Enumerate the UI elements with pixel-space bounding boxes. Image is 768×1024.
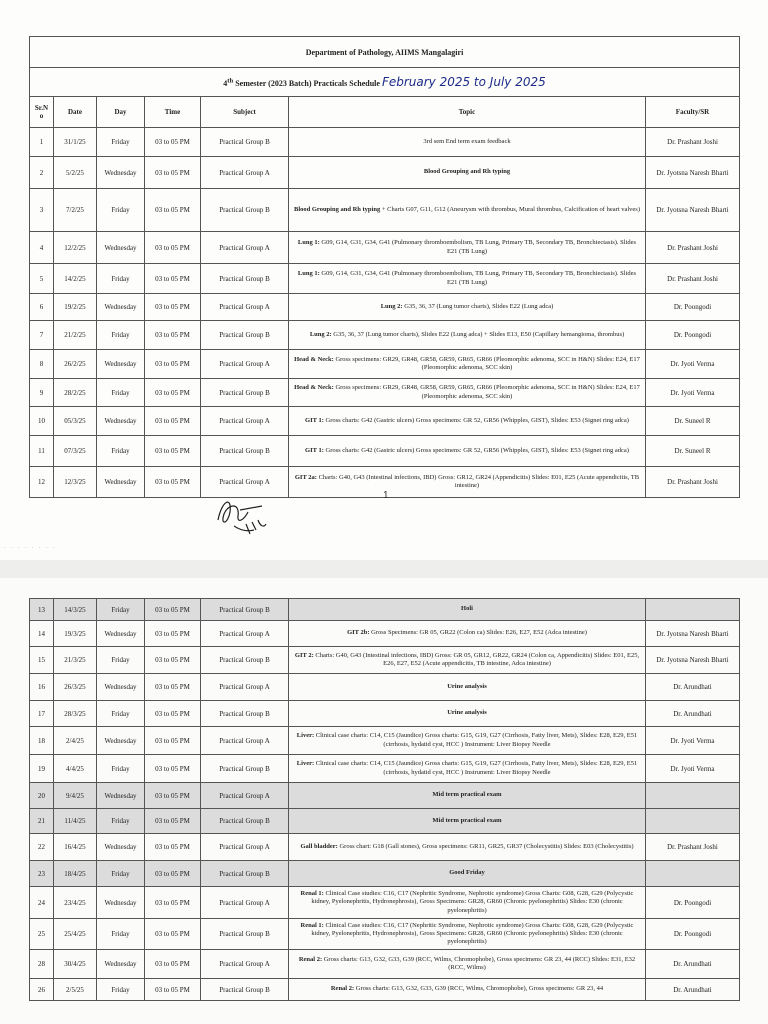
cell-time: 03 to 05 PM xyxy=(145,232,201,264)
cell-time: 03 to 05 PM xyxy=(145,701,201,727)
cell-faculty: Dr. Jyotsna Naresh Bharti xyxy=(646,157,740,189)
schedule-body-page-2 xyxy=(30,599,740,1001)
cell-date: 2/4/25 xyxy=(54,727,97,755)
cell-date: 21/3/25 xyxy=(54,647,97,674)
schedule-row xyxy=(30,674,740,701)
cell-time: 03 to 05 PM xyxy=(145,809,201,834)
cell-date: 2/5/25 xyxy=(54,979,97,1001)
cell-time: 03 to 05 PM xyxy=(145,264,201,294)
schedule-row xyxy=(30,809,740,834)
cell-day: Wednesday xyxy=(97,834,145,861)
topic-text: 3rd sem End term exam feedback xyxy=(423,137,511,145)
cell-time: 03 to 05 PM xyxy=(145,834,201,861)
topic-heading: Renal 1: xyxy=(300,921,324,929)
schedule-row xyxy=(30,647,740,674)
cell-faculty: Dr. Jyoti Verma xyxy=(646,755,740,783)
schedule-row xyxy=(30,861,740,887)
cell-date: 19/2/25 xyxy=(54,294,97,321)
cell-subject: Practical Group A xyxy=(201,783,289,809)
cell-faculty: Dr. Jyoti Verma xyxy=(646,350,740,379)
schedule-row xyxy=(30,264,740,294)
topic-heading: Holi xyxy=(461,605,473,613)
cell-day: Friday xyxy=(97,701,145,727)
cell-topic xyxy=(289,467,646,498)
cell-topic xyxy=(289,950,646,979)
cell-date: 18/4/25 xyxy=(54,861,97,887)
cell-day: Wednesday xyxy=(97,157,145,189)
cell-srno: 24 xyxy=(30,887,54,919)
cell-faculty: Dr. Prashant Joshi xyxy=(646,128,740,157)
cell-faculty: Dr. Poongodi xyxy=(646,919,740,950)
cell-date: 16/4/25 xyxy=(54,834,97,861)
cell-topic xyxy=(289,379,646,407)
cell-faculty xyxy=(646,599,740,621)
cell-subject: Practical Group A xyxy=(201,674,289,701)
cell-date: 26/2/25 xyxy=(54,350,97,379)
schedule-row xyxy=(30,189,740,232)
schedule-row xyxy=(30,727,740,755)
schedule-row xyxy=(30,232,740,264)
topic-text: + Charts G07, G11, G12 (Aneurysm with thrombus, Mural thrombus, Calcification of heart valves) xyxy=(380,205,640,213)
cell-date: 19/3/25 xyxy=(54,621,97,647)
schedule-row xyxy=(30,979,740,1001)
cell-subject: Practical Group B xyxy=(201,861,289,887)
schedule-row xyxy=(30,379,740,407)
cell-topic xyxy=(289,350,646,379)
topic-heading: GIT 2a: xyxy=(294,473,317,481)
cell-subject: Practical Group A xyxy=(201,621,289,647)
cell-day: Friday xyxy=(97,919,145,950)
cell-day: Friday xyxy=(97,189,145,232)
topic-text: Gross charts: G42 (Gastric ulcers) Gross specimens: GR 52, GR56 (Whipples, GIST), Slides: E53 (Signet ring adca) xyxy=(323,446,629,454)
cell-day: Friday xyxy=(97,128,145,157)
cell-day: Wednesday xyxy=(97,674,145,701)
schedule-table-page-2 xyxy=(29,598,740,1001)
cell-day: Friday xyxy=(97,809,145,834)
cell-faculty: Dr. Jyotsna Naresh Bharti xyxy=(646,189,740,232)
col-header-date: Date xyxy=(54,97,97,128)
cell-time: 03 to 05 PM xyxy=(145,919,201,950)
cell-srno: 5 xyxy=(30,264,54,294)
topic-heading: Mid term practical exam xyxy=(432,816,502,824)
cell-time: 03 to 05 PM xyxy=(145,755,201,783)
cell-faculty: Dr. Suneel R xyxy=(646,407,740,436)
col-header-time: Time xyxy=(145,97,201,128)
cell-topic xyxy=(289,189,646,232)
cell-day: Wednesday xyxy=(97,727,145,755)
cell-subject: Practical Group A xyxy=(201,407,289,436)
topic-heading: Liver: xyxy=(296,760,315,768)
topic-text: Clinical Case studies: C16, C17 (Nephritic Syndrome, Nephrotic syndrome) Gross Charts: G08, G28, G29 (Polycystic kidney, Pyelonephritis, Hydronephrosis), Gross Specimens: GR28, GR60 (Chronic pyelonephritis) Slides: E30 (chronic pyelonephritis) xyxy=(311,921,634,946)
schedule-row xyxy=(30,919,740,950)
cell-day: Friday xyxy=(97,436,145,467)
cell-topic xyxy=(289,783,646,809)
cell-topic xyxy=(289,887,646,919)
cell-time: 03 to 05 PM xyxy=(145,189,201,232)
cell-topic xyxy=(289,834,646,861)
topic-text: Gross charts: G42 (Gastric ulcers) Gross specimens: GR 52, GR56 (Whipples, GIST), Slides: E53 (Signet ring adca) xyxy=(323,416,629,424)
cell-date: 30/4/25 xyxy=(54,950,97,979)
schedule-row xyxy=(30,407,740,436)
cell-day: Wednesday xyxy=(97,621,145,647)
topic-text: Gross specimens: GR29, GR48, GR58, GR59, GR65, GR66 (Pleomorphic adenoma, SCC in H&N) Slides: E24, E17 (Pleomorphic adenoma, SCC skin) xyxy=(333,355,640,371)
cell-date: 12/3/25 xyxy=(54,467,97,498)
cell-day: Friday xyxy=(97,599,145,621)
cell-time: 03 to 05 PM xyxy=(145,647,201,674)
cell-date: 9/4/25 xyxy=(54,783,97,809)
cell-day: Wednesday xyxy=(97,407,145,436)
topic-text: Clinical case charts: C14, C15 (Jaundice) Gross charts: G15, G19, G27 (Cirrhosis, Fatty liver, Mets), Slides: E28, E29, E51 (cirrhosis, hydatid cyst, HCC ) Instrument: Liver Biopsy Needle xyxy=(314,732,638,748)
cell-date: 14/2/25 xyxy=(54,264,97,294)
cell-subject: Practical Group A xyxy=(201,294,289,321)
cell-day: Wednesday xyxy=(97,887,145,919)
cell-topic xyxy=(289,727,646,755)
schedule-row xyxy=(30,157,740,189)
topic-text: Gross Specimens: GR 05, GR22 (Colon ca) Slides: E26, E27, E52 (Adca intestine) xyxy=(369,629,587,637)
semester-suffix: th xyxy=(227,77,234,85)
cell-topic xyxy=(289,647,646,674)
semester-title-text: Semester (2023 Batch) Practicals Schedule xyxy=(235,79,380,88)
cell-faculty xyxy=(646,783,740,809)
cell-srno: 7 xyxy=(30,321,54,350)
schedule-row xyxy=(30,128,740,157)
cell-srno: 20 xyxy=(30,783,54,809)
schedule-row xyxy=(30,436,740,467)
cell-srno: 14 xyxy=(30,621,54,647)
cell-topic xyxy=(289,809,646,834)
cell-faculty: Dr. Poongodi xyxy=(646,887,740,919)
cell-day: Wednesday xyxy=(97,783,145,809)
col-header-srno: Sr.N o xyxy=(30,97,54,128)
schedule-table-page-1 xyxy=(29,36,740,498)
cell-faculty: Dr. Jyoti Verma xyxy=(646,727,740,755)
topic-heading: GIT 1: xyxy=(305,446,324,454)
col-header-topic: Topic xyxy=(289,97,646,128)
schedule-row xyxy=(30,599,740,621)
cell-time: 03 to 05 PM xyxy=(145,674,201,701)
topic-heading: Good Friday xyxy=(449,869,485,877)
schedule-row xyxy=(30,701,740,727)
cell-day: Friday xyxy=(97,264,145,294)
cell-subject: Practical Group B xyxy=(201,979,289,1001)
cell-faculty: Dr. Poongodi xyxy=(646,321,740,350)
cell-subject: Practical Group A xyxy=(201,467,289,498)
cell-date: 4/4/25 xyxy=(54,755,97,783)
schedule-row xyxy=(30,621,740,647)
topic-text: Clinical Case studies: C16, C17 (Nephritic Syndrome, Nephrotic syndrome) Gross Charts: G08, G28, G29 (Polycystic kidney, Pyelonephritis, Hydronephrosis), Gross Specimens: GR28, GR60 (Chronic pyelonephritis) Slides: E30 (chronic pyelonephritis) xyxy=(311,890,634,914)
cell-day: Wednesday xyxy=(97,294,145,321)
page-gap xyxy=(0,560,768,578)
cell-topic xyxy=(289,919,646,950)
cell-faculty: Dr. Arundhati xyxy=(646,979,740,1001)
schedule-row xyxy=(30,350,740,379)
col-header-subject: Subject xyxy=(201,97,289,128)
topic-text: Charts: G40, G43 (Intestinal infections, IBD) Gross: GR 05, GR12, GR22, GR24 (Colon ca, Appendicitis) Slides: E01, E25, E26, E27, E52 (Acute appendicitis, TB intestine, Adca intestine) xyxy=(313,651,640,667)
handwritten-period: February 2025 to July 2025 xyxy=(381,75,546,89)
schedule-row xyxy=(30,755,740,783)
topic-text: Clinical case charts: C14, C15 (Jaundice) Gross charts: G15, G19, G27 (Cirrhosis, Fatty liver, Mets), Slides: E28, E29, E51 (cirrhosis, hydatid cyst, HCC ) Instrument: Liver Biopsy Needle xyxy=(314,760,638,776)
cell-faculty xyxy=(646,861,740,887)
cell-subject: Practical Group A xyxy=(201,350,289,379)
topic-heading: GIT 2: xyxy=(294,651,314,659)
cell-date: 28/3/25 xyxy=(54,701,97,727)
cell-day: Friday xyxy=(97,755,145,783)
cell-topic xyxy=(289,157,646,189)
cell-faculty: Dr. Arundhati xyxy=(646,701,740,727)
cell-topic xyxy=(289,321,646,350)
cell-subject: Practical Group A xyxy=(201,887,289,919)
cell-subject: Practical Group B xyxy=(201,189,289,232)
topic-heading: Renal 2: xyxy=(330,985,355,993)
cell-faculty: Dr. Jyoti Verma xyxy=(646,379,740,407)
cell-subject: Practical Group A xyxy=(201,232,289,264)
cell-faculty: Dr. Jyotsna Naresh Bharti xyxy=(646,621,740,647)
cell-faculty: Dr. Prashant Joshi xyxy=(646,834,740,861)
cell-time: 03 to 05 PM xyxy=(145,436,201,467)
cell-subject: Practical Group B xyxy=(201,128,289,157)
cell-time: 03 to 05 PM xyxy=(145,950,201,979)
cell-topic xyxy=(289,294,646,321)
cell-subject: Practical Group B xyxy=(201,701,289,727)
cell-srno: 11 xyxy=(30,436,54,467)
schedule-row xyxy=(30,321,740,350)
cell-date: 12/2/25 xyxy=(54,232,97,264)
cell-date: 31/1/25 xyxy=(54,128,97,157)
cell-srno: 12 xyxy=(30,467,54,498)
topic-heading: Blood Grouping and Rh typing xyxy=(423,168,511,176)
cell-subject: Practical Group B xyxy=(201,755,289,783)
topic-heading: Head & Neck: xyxy=(294,384,334,392)
cell-subject: Practical Group A xyxy=(201,834,289,861)
cell-subject: Practical Group B xyxy=(201,647,289,674)
cell-topic xyxy=(289,407,646,436)
col-header-faculty: Faculty/SR xyxy=(646,97,740,128)
topic-text: G09, G14, G31, G34, G41 (Pulmonary thromboembolism, TB Lung, Primary TB, Secondary TB, Bronchiectasis). Slides E21 (TB Lung) xyxy=(319,239,637,255)
topic-text: Gross charts: G13, G32, G33, G39 (RCC, Wilms, Chromophobe), Gross specimens: GR 23, 44 (RCC) Slides: E31, E32 (RCC, Wilms) xyxy=(322,955,636,971)
signature-scribble xyxy=(210,490,270,538)
cell-faculty: Dr. Jyotsna Naresh Bharti xyxy=(646,647,740,674)
cell-time: 03 to 05 PM xyxy=(145,128,201,157)
topic-heading: Lung 1: xyxy=(297,270,320,278)
topic-heading: Lung 2: xyxy=(380,302,403,310)
cell-time: 03 to 05 PM xyxy=(145,467,201,498)
cell-srno: 23 xyxy=(30,861,54,887)
topic-heading: GIT 2b: xyxy=(347,629,370,637)
topic-heading: Liver: xyxy=(296,732,315,740)
cell-time: 03 to 05 PM xyxy=(145,887,201,919)
cell-time: 03 to 05 PM xyxy=(145,979,201,1001)
cell-faculty: Dr. Prashant Joshi xyxy=(646,232,740,264)
cell-date: 05/3/25 xyxy=(54,407,97,436)
cell-subject: Practical Group A xyxy=(201,950,289,979)
cell-srno: 2 xyxy=(30,157,54,189)
cell-srno: 19 xyxy=(30,755,54,783)
cell-date: 28/2/25 xyxy=(54,379,97,407)
cell-srno: 22 xyxy=(30,834,54,861)
cell-topic xyxy=(289,861,646,887)
cell-subject: Practical Group A xyxy=(201,157,289,189)
topic-text: G35, 36, 37 (Lung tumor charts), Slides E22 (Lung adca) + Slides E13, E50 (Capillary hemangioma, thrombus) xyxy=(331,330,625,338)
cell-subject: Practical Group B xyxy=(201,809,289,834)
cell-faculty: Dr. Poongodi xyxy=(646,294,740,321)
topic-heading: Urine analysis xyxy=(447,682,487,690)
cell-subject: Practical Group B xyxy=(201,919,289,950)
schedule-row xyxy=(30,294,740,321)
cell-time: 03 to 05 PM xyxy=(145,783,201,809)
cell-srno: 28 xyxy=(30,950,54,979)
semester-number: 4 xyxy=(223,79,228,88)
department-title: Department of Pathology, AIIMS Mangalagiri xyxy=(30,37,740,68)
cell-time: 03 to 05 PM xyxy=(145,727,201,755)
cell-srno: 16 xyxy=(30,674,54,701)
cell-date: 14/3/25 xyxy=(54,599,97,621)
cell-date: 25/4/25 xyxy=(54,919,97,950)
cell-srno: 10 xyxy=(30,407,54,436)
cell-srno: 13 xyxy=(30,599,54,621)
cell-date: 26/3/25 xyxy=(54,674,97,701)
cell-topic xyxy=(289,128,646,157)
topic-heading: Lung 1: xyxy=(297,239,320,247)
cell-topic xyxy=(289,979,646,1001)
cell-faculty: Dr. Suneel R xyxy=(646,436,740,467)
cell-srno: 26 xyxy=(30,979,54,1001)
cell-srno: 8 xyxy=(30,350,54,379)
topic-text: G09, G14, G31, G34, G41 (Pulmonary thromboembolism, TB Lung, Primary TB, Secondary TB, Bronchiectasis). Slides E21 (TB Lung) xyxy=(319,270,637,286)
cell-time: 03 to 05 PM xyxy=(145,157,201,189)
topic-text: G35, 36, 37 (Lung tumor charts), Slides E22 (Lung adca) xyxy=(402,302,554,310)
cell-time: 03 to 05 PM xyxy=(145,861,201,887)
cell-srno: 15 xyxy=(30,647,54,674)
topic-text: Gross charts: G13, G32, G33, G39 (RCC, Wilms, Chromophobe), Gross specimens: GR 23, 44 xyxy=(354,985,604,993)
cell-subject: Practical Group B xyxy=(201,321,289,350)
cell-topic xyxy=(289,436,646,467)
cell-topic xyxy=(289,232,646,264)
cell-topic xyxy=(289,755,646,783)
cell-day: Wednesday xyxy=(97,232,145,264)
cell-srno: 9 xyxy=(30,379,54,407)
schedule-body-page-1 xyxy=(30,128,740,498)
topic-heading: Mid term practical exam xyxy=(432,791,502,799)
topic-heading: Renal 2: xyxy=(298,955,323,963)
cell-faculty: Dr. Prashant Joshi xyxy=(646,467,740,498)
cell-day: Friday xyxy=(97,379,145,407)
topic-text: Charts: G40, G43 (Intestinal infections, IBD) Gross: GR12, GR24 (Appendicitis) Slides: E01, E25 (Acute appendicitis, TB intestine) xyxy=(316,473,640,489)
cell-date: 23/4/25 xyxy=(54,887,97,919)
topic-heading: Urine analysis xyxy=(447,709,487,717)
cell-srno: 1 xyxy=(30,128,54,157)
scan-artifact: . . . . . . . . xyxy=(4,544,57,550)
cell-subject: Practical Group B xyxy=(201,599,289,621)
schedule-row xyxy=(30,834,740,861)
cell-day: Wednesday xyxy=(97,950,145,979)
topic-heading: Lung 2: xyxy=(309,330,332,338)
cell-date: 07/3/25 xyxy=(54,436,97,467)
col-header-day: Day xyxy=(97,97,145,128)
topic-heading: Head & Neck: xyxy=(294,355,334,363)
cell-srno: 3 xyxy=(30,189,54,232)
cell-date: 21/2/25 xyxy=(54,321,97,350)
cell-topic xyxy=(289,674,646,701)
cell-subject: Practical Group B xyxy=(201,379,289,407)
topic-heading: Renal 1: xyxy=(300,890,324,898)
cell-time: 03 to 05 PM xyxy=(145,294,201,321)
cell-time: 03 to 05 PM xyxy=(145,350,201,379)
topic-text: Gross chart: G18 (Gall stones), Gross specimens: GR11, GR25, GR37 (Cholecystitis) Slides: E03 (Cholecystitis) xyxy=(337,842,634,850)
cell-time: 03 to 05 PM xyxy=(145,321,201,350)
schedule-row xyxy=(30,783,740,809)
cell-day: Friday xyxy=(97,861,145,887)
cell-srno: 21 xyxy=(30,809,54,834)
cell-faculty: Dr. Arundhati xyxy=(646,950,740,979)
cell-time: 03 to 05 PM xyxy=(145,621,201,647)
cell-date: 11/4/25 xyxy=(54,809,97,834)
cell-srno: 6 xyxy=(30,294,54,321)
schedule-row xyxy=(30,950,740,979)
cell-day: Friday xyxy=(97,321,145,350)
cell-srno: 18 xyxy=(30,727,54,755)
page-number: 1 xyxy=(383,490,389,501)
cell-topic xyxy=(289,621,646,647)
cell-subject: Practical Group B xyxy=(201,264,289,294)
cell-faculty: Dr. Arundhati xyxy=(646,674,740,701)
cell-topic xyxy=(289,264,646,294)
topic-heading: GIT 1: xyxy=(305,416,324,424)
cell-time: 03 to 05 PM xyxy=(145,599,201,621)
topic-heading: Gall bladder: xyxy=(300,842,338,850)
cell-srno: 25 xyxy=(30,919,54,950)
semester-title xyxy=(30,68,740,97)
cell-day: Wednesday xyxy=(97,467,145,498)
cell-day: Friday xyxy=(97,647,145,674)
cell-day: Friday xyxy=(97,979,145,1001)
cell-topic xyxy=(289,701,646,727)
topic-heading: Blood Grouping and Rh typing xyxy=(293,205,381,213)
cell-topic xyxy=(289,599,646,621)
schedule-row xyxy=(30,887,740,919)
cell-subject: Practical Group A xyxy=(201,727,289,755)
cell-subject: Practical Group B xyxy=(201,436,289,467)
topic-text: Gross specimens: GR29, GR48, GR58, GR59, GR65, GR66 (Pleomorphic adenoma, SCC in H&N) Slides: E24, E17 (Pleomorphic adenoma, SCC skin) xyxy=(333,384,640,400)
cell-date: 7/2/25 xyxy=(54,189,97,232)
cell-srno: 4 xyxy=(30,232,54,264)
cell-srno: 17 xyxy=(30,701,54,727)
cell-day: Wednesday xyxy=(97,350,145,379)
cell-faculty: Dr. Prashant Joshi xyxy=(646,264,740,294)
cell-date: 5/2/25 xyxy=(54,157,97,189)
cell-time: 03 to 05 PM xyxy=(145,379,201,407)
cell-time: 03 to 05 PM xyxy=(145,407,201,436)
cell-faculty xyxy=(646,809,740,834)
